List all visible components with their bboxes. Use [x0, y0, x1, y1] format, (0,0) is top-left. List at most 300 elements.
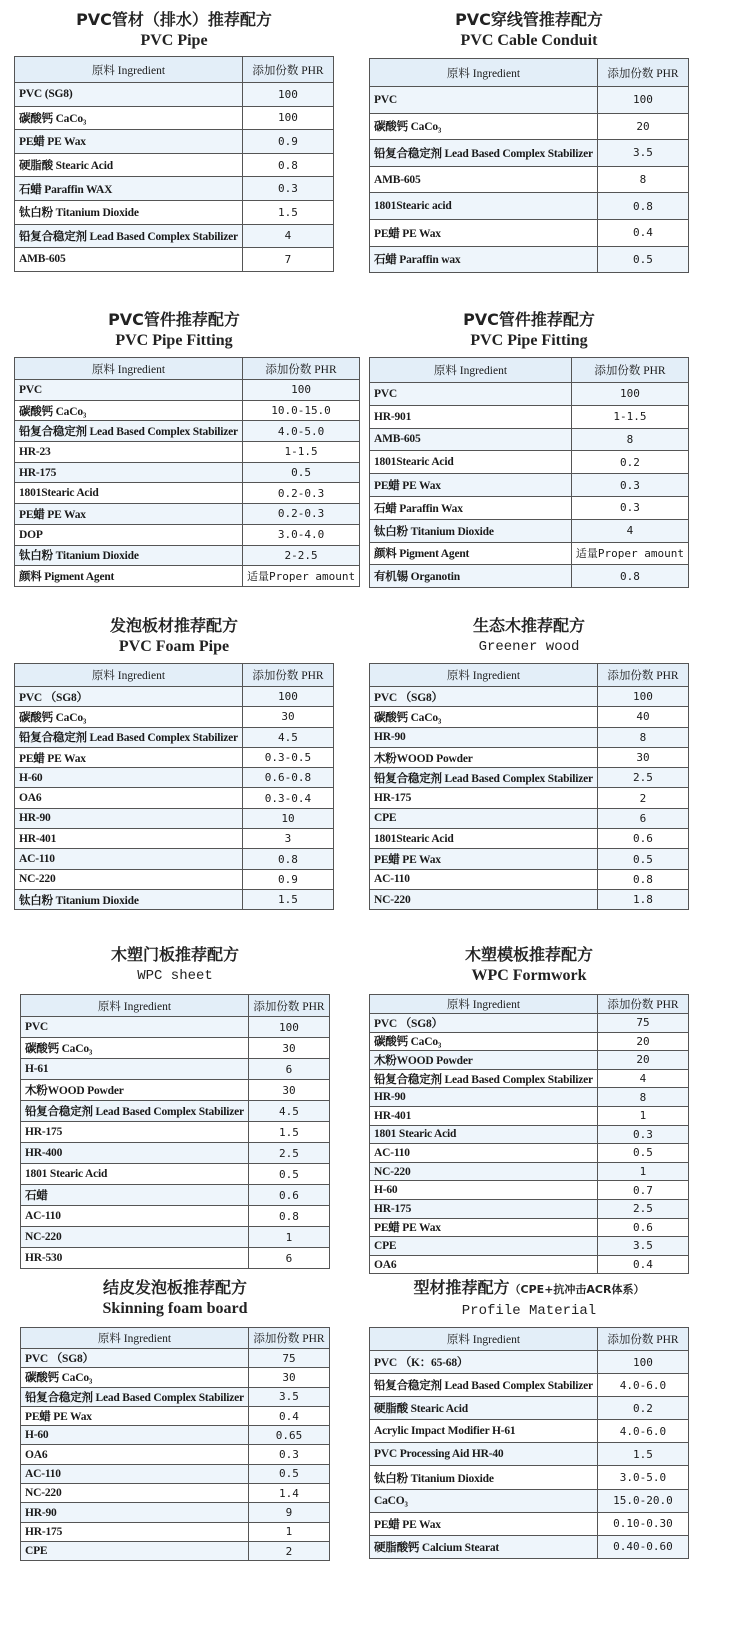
table-row — [21, 1248, 330, 1269]
section-title-cn: PVC穿线管推荐配方 — [455, 10, 603, 29]
ingredient-cell: H-60 — [21, 1426, 249, 1445]
ingredient-cell: HR-401 — [15, 829, 243, 849]
phr-cell: 20 — [597, 113, 688, 140]
ingredient-cell: PE蜡 PE Wax — [370, 1218, 598, 1237]
table-header-row — [15, 664, 334, 687]
ingredient-cell: HR-400 — [21, 1143, 249, 1164]
table-row — [370, 1535, 689, 1558]
ingredient-cell: 碳酸钙 CaCo₃ — [21, 1038, 249, 1059]
phr-cell: 1.4 — [248, 1484, 329, 1503]
ingredient-column-header: 原料 Ingredient — [15, 57, 243, 83]
table-row — [370, 788, 689, 808]
phr-cell: 4 — [242, 224, 333, 248]
phr-column-header: 添加份数 PHR — [597, 995, 688, 1014]
phr-cell: 0.3 — [248, 1445, 329, 1464]
table-row — [370, 727, 689, 747]
phr-cell: 4.0-6.0 — [597, 1420, 688, 1443]
ingredient-cell: HR-901 — [370, 405, 572, 428]
table-row — [370, 1443, 689, 1466]
table-row — [370, 1351, 689, 1374]
phr-cell: 3.5 — [597, 140, 688, 167]
ingredient-cell: 1801Stearic Acid — [370, 451, 572, 474]
table-row — [370, 565, 689, 588]
phr-cell: 1 — [597, 1162, 688, 1181]
phr-cell: 0.9 — [242, 130, 333, 154]
phr-cell: 0.3 — [597, 1125, 688, 1144]
ingredient-cell: HR-175 — [370, 788, 598, 808]
ingredient-cell: H-60 — [370, 1181, 598, 1200]
phr-cell: 1.5 — [248, 1122, 329, 1143]
table-row — [15, 421, 360, 442]
phr-cell: 30 — [248, 1038, 329, 1059]
table-row — [21, 1059, 330, 1080]
ingredient-cell: PE蜡 PE Wax — [21, 1406, 249, 1425]
phr-cell: 2-2.5 — [242, 545, 359, 566]
formula-pvc-cable-conduit — [369, 10, 689, 267]
phr-cell: 1 — [597, 1106, 688, 1125]
phr-cell: 100 — [597, 1351, 688, 1374]
table-row — [370, 869, 689, 889]
table-row — [21, 1017, 330, 1038]
phr-cell: 0.5 — [248, 1164, 329, 1185]
table-row — [15, 768, 334, 788]
phr-cell: 30 — [248, 1368, 329, 1387]
table-row — [370, 246, 689, 273]
table-row — [370, 1397, 689, 1420]
ingredient-cell: CPE — [370, 1237, 598, 1256]
phr-cell: 100 — [597, 87, 688, 114]
ingredient-cell: 铅复合稳定剂 Lead Based Complex Stabilizer — [21, 1387, 249, 1406]
phr-cell: 4.0-6.0 — [597, 1374, 688, 1397]
table-row — [15, 200, 334, 224]
phr-cell: 0.9 — [242, 869, 333, 889]
formula-table — [369, 58, 689, 273]
table-row — [15, 808, 334, 828]
phr-cell: 1.8 — [597, 889, 688, 909]
phr-cell: 0.7 — [597, 1181, 688, 1200]
ingredient-cell: 钛白粉 Titanium Dioxide — [370, 519, 572, 542]
phr-cell: 0.8 — [571, 565, 688, 588]
phr-cell: 3.0-5.0 — [597, 1466, 688, 1489]
table-row — [21, 1426, 330, 1445]
ingredient-cell: 1801Stearic acid — [370, 193, 598, 220]
ingredient-cell: AMB-605 — [15, 248, 243, 272]
formula-pvc-pipe — [14, 10, 334, 266]
table-row — [370, 1466, 689, 1489]
table-row — [15, 248, 334, 272]
ingredient-cell: PE蜡 PE Wax — [15, 504, 243, 525]
table-row — [15, 747, 334, 767]
phr-cell: 6 — [248, 1059, 329, 1080]
table-row — [21, 1101, 330, 1122]
table-row — [15, 83, 334, 107]
table-row — [370, 542, 689, 565]
ingredient-cell: PE蜡 PE Wax — [370, 219, 598, 246]
table-row — [15, 687, 334, 707]
table-row — [370, 687, 689, 707]
table-row — [370, 808, 689, 828]
ingredient-cell: HR-401 — [370, 1106, 598, 1125]
formula-table — [14, 56, 334, 272]
ingredient-column-header: 原料 Ingredient — [21, 995, 249, 1017]
section-title-cn: 木塑模板推荐配方 — [464, 945, 593, 964]
phr-cell: 1.5 — [242, 200, 333, 224]
phr-cell: 0.5 — [597, 1144, 688, 1163]
ingredient-cell: PE蜡 PE Wax — [370, 849, 598, 869]
ingredient-cell: 木粉WOOD Powder — [21, 1080, 249, 1101]
table-row — [15, 442, 360, 463]
ingredient-cell: 木粉WOOD Powder — [370, 1051, 598, 1070]
table-row — [15, 106, 334, 130]
section-title-en: PVC Pipe Fitting — [470, 332, 588, 349]
phr-cell: 1-1.5 — [242, 442, 359, 463]
ingredient-cell: NC-220 — [21, 1484, 249, 1503]
table-row — [15, 224, 334, 248]
phr-cell: 适量Proper amount — [571, 542, 688, 565]
table-row — [15, 727, 334, 747]
table-row — [370, 113, 689, 140]
table-row — [21, 1503, 330, 1522]
table-row — [370, 1125, 689, 1144]
ingredient-cell: 石蜡 Paraffin Wax — [370, 496, 572, 519]
ingredient-cell: 颜料 Pigment Agent — [15, 566, 243, 587]
ingredient-cell: 硬脂酸钙 Calcium Stearat — [370, 1535, 598, 1558]
ingredient-cell: HR-175 — [15, 462, 243, 483]
phr-cell: 8 — [571, 428, 688, 451]
ingredient-cell: AC-110 — [370, 869, 598, 889]
ingredient-cell: 石蜡 — [21, 1185, 249, 1206]
ingredient-cell: AC-110 — [21, 1464, 249, 1483]
phr-cell: 0.3-0.5 — [242, 747, 333, 767]
table-row — [15, 566, 360, 587]
phr-cell: 0.3 — [571, 474, 688, 497]
ingredient-cell: AMB-605 — [370, 166, 598, 193]
table-row — [15, 400, 360, 421]
table-row — [15, 177, 334, 201]
table-row — [370, 496, 689, 519]
phr-cell: 6 — [248, 1248, 329, 1269]
ingredient-column-header: 原料 Ingredient — [370, 358, 572, 383]
ingredient-cell: AMB-605 — [370, 428, 572, 451]
table-row — [370, 768, 689, 788]
phr-cell: 0.2-0.3 — [242, 483, 359, 504]
phr-cell: 8 — [597, 727, 688, 747]
ingredient-cell: 钛白粉 Titanium Dioxide — [370, 1466, 598, 1489]
phr-cell: 2 — [248, 1541, 329, 1560]
phr-cell: 0.5 — [242, 462, 359, 483]
table-row — [21, 1464, 330, 1483]
phr-cell: 20 — [597, 1032, 688, 1051]
table-header-row — [21, 1328, 330, 1349]
table-row — [370, 1181, 689, 1200]
table-row — [15, 380, 360, 401]
phr-cell: 0.10-0.30 — [597, 1512, 688, 1535]
phr-cell: 2.5 — [597, 1199, 688, 1218]
table-row — [21, 1368, 330, 1387]
ingredient-cell: 1801 Stearic Acid — [21, 1164, 249, 1185]
ingredient-cell: 铅复合稳定剂 Lead Based Complex Stabilizer — [370, 140, 598, 167]
formula-table — [369, 663, 689, 910]
ingredient-cell: PVC — [370, 383, 572, 406]
section-title-en: Skinning foam board — [102, 1300, 248, 1317]
table-row — [15, 707, 334, 727]
ingredient-cell: HR-90 — [370, 727, 598, 747]
phr-cell: 100 — [248, 1017, 329, 1038]
table-header-row — [370, 358, 689, 383]
ingredient-cell: NC-220 — [370, 889, 598, 909]
table-row — [370, 1069, 689, 1088]
formula-wpc-sheet — [20, 945, 330, 1265]
section-title-en: WPC Formwork — [471, 967, 587, 984]
ingredient-cell: 1801Stearic Acid — [370, 829, 598, 849]
table-row — [15, 788, 334, 808]
table-row — [15, 462, 360, 483]
phr-cell: 15.0-20.0 — [597, 1489, 688, 1512]
table-row — [370, 519, 689, 542]
ingredient-column-header: 原料 Ingredient — [21, 1328, 249, 1349]
table-row — [370, 428, 689, 451]
phr-cell: 0.6-0.8 — [242, 768, 333, 788]
phr-cell: 75 — [597, 1014, 688, 1033]
ingredient-cell: 钛白粉 Titanium Dioxide — [15, 200, 243, 224]
ingredient-cell: PVC — [15, 380, 243, 401]
ingredient-cell: 硬脂酸 Stearic Acid — [15, 153, 243, 177]
table-row — [15, 829, 334, 849]
phr-cell: 100 — [571, 383, 688, 406]
table-row — [370, 1144, 689, 1163]
section-title-cn: PVC管材（排水）推荐配方 — [76, 10, 272, 29]
section-title-cn: 结皮发泡板推荐配方 — [102, 1278, 247, 1297]
phr-cell: 1.5 — [597, 1443, 688, 1466]
table-row — [370, 1106, 689, 1125]
ingredient-cell: NC-220 — [21, 1227, 249, 1248]
table-row — [370, 474, 689, 497]
ingredient-cell: PE蜡 PE Wax — [15, 747, 243, 767]
ingredient-cell: DOP — [15, 524, 243, 545]
phr-cell: 0.6 — [248, 1185, 329, 1206]
phr-cell: 40 — [597, 707, 688, 727]
phr-cell: 0.8 — [597, 869, 688, 889]
ingredient-cell: AC-110 — [15, 849, 243, 869]
table-row — [21, 1387, 330, 1406]
table-row — [15, 130, 334, 154]
table-row — [15, 849, 334, 869]
table-row — [370, 1032, 689, 1051]
ingredient-column-header: 原料 Ingredient — [370, 1328, 598, 1351]
phr-cell: 9 — [248, 1503, 329, 1522]
phr-cell: 0.3 — [242, 177, 333, 201]
table-row — [370, 405, 689, 428]
table-row — [21, 1080, 330, 1101]
ingredient-cell: 有机锡 Organotin — [370, 565, 572, 588]
phr-cell: 100 — [242, 380, 359, 401]
phr-column-header: 添加份数 PHR — [242, 664, 333, 687]
ingredient-cell: 碳酸钙 CaCo₃ — [370, 113, 598, 140]
ingredient-cell: PVC — [370, 87, 598, 114]
table-row — [21, 1143, 330, 1164]
phr-cell: 0.3-0.4 — [242, 788, 333, 808]
table-row — [370, 747, 689, 767]
phr-cell: 0.2 — [597, 1397, 688, 1420]
ingredient-cell: 1801Stearic Acid — [15, 483, 243, 504]
table-row — [370, 1199, 689, 1218]
phr-cell: 100 — [242, 106, 333, 130]
ingredient-cell: PVC (SG8) — [15, 83, 243, 107]
ingredient-cell: 铅复合稳定剂 Lead Based Complex Stabilizer — [370, 768, 598, 788]
ingredient-cell: 颜料 Pigment Agent — [370, 542, 572, 565]
table-row — [21, 1122, 330, 1143]
table-header-row — [370, 59, 689, 87]
ingredient-cell: 铅复合稳定剂 Lead Based Complex Stabilizer — [15, 224, 243, 248]
ingredient-cell: PVC Processing Aid HR-40 — [370, 1443, 598, 1466]
phr-cell: 4 — [571, 519, 688, 542]
table-row — [21, 1541, 330, 1560]
table-row — [370, 889, 689, 909]
phr-cell: 3 — [242, 829, 333, 849]
ingredient-cell: HR-175 — [370, 1199, 598, 1218]
phr-cell: 3.5 — [248, 1387, 329, 1406]
section-title-note: （CPE+抗冲击ACR体系） — [509, 1283, 645, 1296]
ingredient-cell: PE蜡 PE Wax — [370, 474, 572, 497]
table-row — [370, 1237, 689, 1256]
phr-cell: 1.5 — [242, 889, 333, 909]
phr-cell: 2.5 — [248, 1143, 329, 1164]
ingredient-cell: 木粉WOOD Powder — [370, 747, 598, 767]
ingredient-cell: CaCO₃ — [370, 1489, 598, 1512]
table-header-row — [15, 57, 334, 83]
formula-skinning-foam-board — [20, 1278, 330, 1558]
ingredient-cell: PVC （SG8） — [15, 687, 243, 707]
ingredient-cell: 铅复合稳定剂 Lead Based Complex Stabilizer — [21, 1101, 249, 1122]
formula-wpc-formwork — [369, 945, 689, 1272]
ingredient-cell: HR-90 — [15, 808, 243, 828]
phr-column-header: 添加份数 PHR — [597, 664, 688, 687]
table-row — [370, 193, 689, 220]
ingredient-cell: 铅复合稳定剂 Lead Based Complex Stabilizer — [370, 1374, 598, 1397]
phr-cell: 0.2-0.3 — [242, 504, 359, 525]
ingredient-column-header: 原料 Ingredient — [370, 995, 598, 1014]
ingredient-cell: PVC （SG8） — [370, 1014, 598, 1033]
table-row — [15, 153, 334, 177]
table-row — [370, 1420, 689, 1443]
ingredient-cell: 钛白粉 Titanium Dioxide — [15, 889, 243, 909]
phr-cell: 0.8 — [597, 193, 688, 220]
table-row — [370, 166, 689, 193]
formula-pvc-pipe-fitting-1 — [14, 310, 356, 584]
phr-column-header: 添加份数 PHR — [248, 1328, 329, 1349]
phr-cell: 8 — [597, 1088, 688, 1107]
table-row — [370, 1255, 689, 1274]
ingredient-cell: NC-220 — [15, 869, 243, 889]
ingredient-column-header: 原料 Ingredient — [15, 664, 243, 687]
section-title-en: PVC Cable Conduit — [460, 32, 598, 49]
ingredient-cell: 硬脂酸 Stearic Acid — [370, 1397, 598, 1420]
ingredient-cell: 碳酸钙 CaCo₃ — [21, 1368, 249, 1387]
phr-cell: 30 — [248, 1080, 329, 1101]
phr-cell: 4.0-5.0 — [242, 421, 359, 442]
section-title-cn: 木塑门板推荐配方 — [110, 945, 239, 964]
phr-cell: 0.4 — [248, 1406, 329, 1425]
table-row — [370, 140, 689, 167]
ingredient-cell: 碳酸钙 CaCo₃ — [370, 1032, 598, 1051]
formula-profile-material — [369, 1278, 689, 1554]
formula-greener-wood — [369, 616, 689, 907]
phr-cell: 2 — [597, 788, 688, 808]
phr-cell: 100 — [242, 687, 333, 707]
phr-cell: 100 — [242, 83, 333, 107]
table-row — [15, 869, 334, 889]
section-title-en: WPC sheet — [137, 968, 213, 984]
section-title-en: Greener wood — [478, 639, 580, 655]
formula-table — [369, 1327, 689, 1559]
table-row — [15, 524, 360, 545]
section-title-cn: PVC管件推荐配方 — [463, 310, 595, 329]
ingredient-cell: PVC （SG8） — [370, 687, 598, 707]
ingredient-cell: 碳酸钙 CaCo₃ — [15, 106, 243, 130]
ingredient-cell: HR-23 — [15, 442, 243, 463]
ingredient-cell: AC-110 — [21, 1206, 249, 1227]
phr-cell: 0.6 — [597, 829, 688, 849]
phr-cell: 75 — [248, 1349, 329, 1368]
table-row — [370, 1374, 689, 1397]
phr-column-header: 添加份数 PHR — [248, 995, 329, 1017]
ingredient-cell: 碳酸钙 CaCo₃ — [370, 707, 598, 727]
phr-cell: 30 — [597, 747, 688, 767]
ingredient-cell: 铅复合稳定剂 Lead Based Complex Stabilizer — [370, 1069, 598, 1088]
table-header-row — [21, 995, 330, 1017]
ingredient-cell: PVC （SG8） — [21, 1349, 249, 1368]
phr-cell: 10.0-15.0 — [242, 400, 359, 421]
table-header-row — [15, 358, 360, 380]
ingredient-column-header: 原料 Ingredient — [15, 358, 243, 380]
section-title-en: PVC Foam Pipe — [118, 638, 230, 655]
ingredient-cell: OA6 — [15, 788, 243, 808]
ingredient-cell: Acrylic Impact Modifier H-61 — [370, 1420, 598, 1443]
phr-cell: 0.8 — [242, 153, 333, 177]
table-row — [21, 1038, 330, 1059]
phr-cell: 0.6 — [597, 1218, 688, 1237]
ingredient-cell: OA6 — [21, 1445, 249, 1464]
phr-cell: 4.5 — [248, 1101, 329, 1122]
phr-cell: 0.5 — [248, 1464, 329, 1483]
table-row — [21, 1164, 330, 1185]
formula-table — [369, 994, 689, 1274]
table-row — [21, 1206, 330, 1227]
table-row — [21, 1406, 330, 1425]
table-row — [370, 1088, 689, 1107]
ingredient-cell: H-60 — [15, 768, 243, 788]
table-header-row — [370, 1328, 689, 1351]
phr-cell: 8 — [597, 166, 688, 193]
ingredient-cell: AC-110 — [370, 1144, 598, 1163]
ingredient-cell: HR-175 — [21, 1122, 249, 1143]
table-row — [21, 1227, 330, 1248]
section-title-cn: 生态木推荐配方 — [472, 616, 585, 635]
phr-cell: 0.2 — [571, 451, 688, 474]
table-header-row — [370, 664, 689, 687]
table-row — [370, 707, 689, 727]
phr-column-header: 添加份数 PHR — [597, 59, 688, 87]
formula-pvc-pipe-fitting-2 — [369, 310, 689, 584]
phr-column-header: 添加份数 PHR — [242, 358, 359, 380]
table-row — [370, 219, 689, 246]
table-row — [370, 451, 689, 474]
phr-column-header: 添加份数 PHR — [242, 57, 333, 83]
phr-cell: 4.5 — [242, 727, 333, 747]
phr-column-header: 添加份数 PHR — [597, 1328, 688, 1351]
table-row — [370, 1051, 689, 1070]
phr-cell: 0.8 — [242, 849, 333, 869]
